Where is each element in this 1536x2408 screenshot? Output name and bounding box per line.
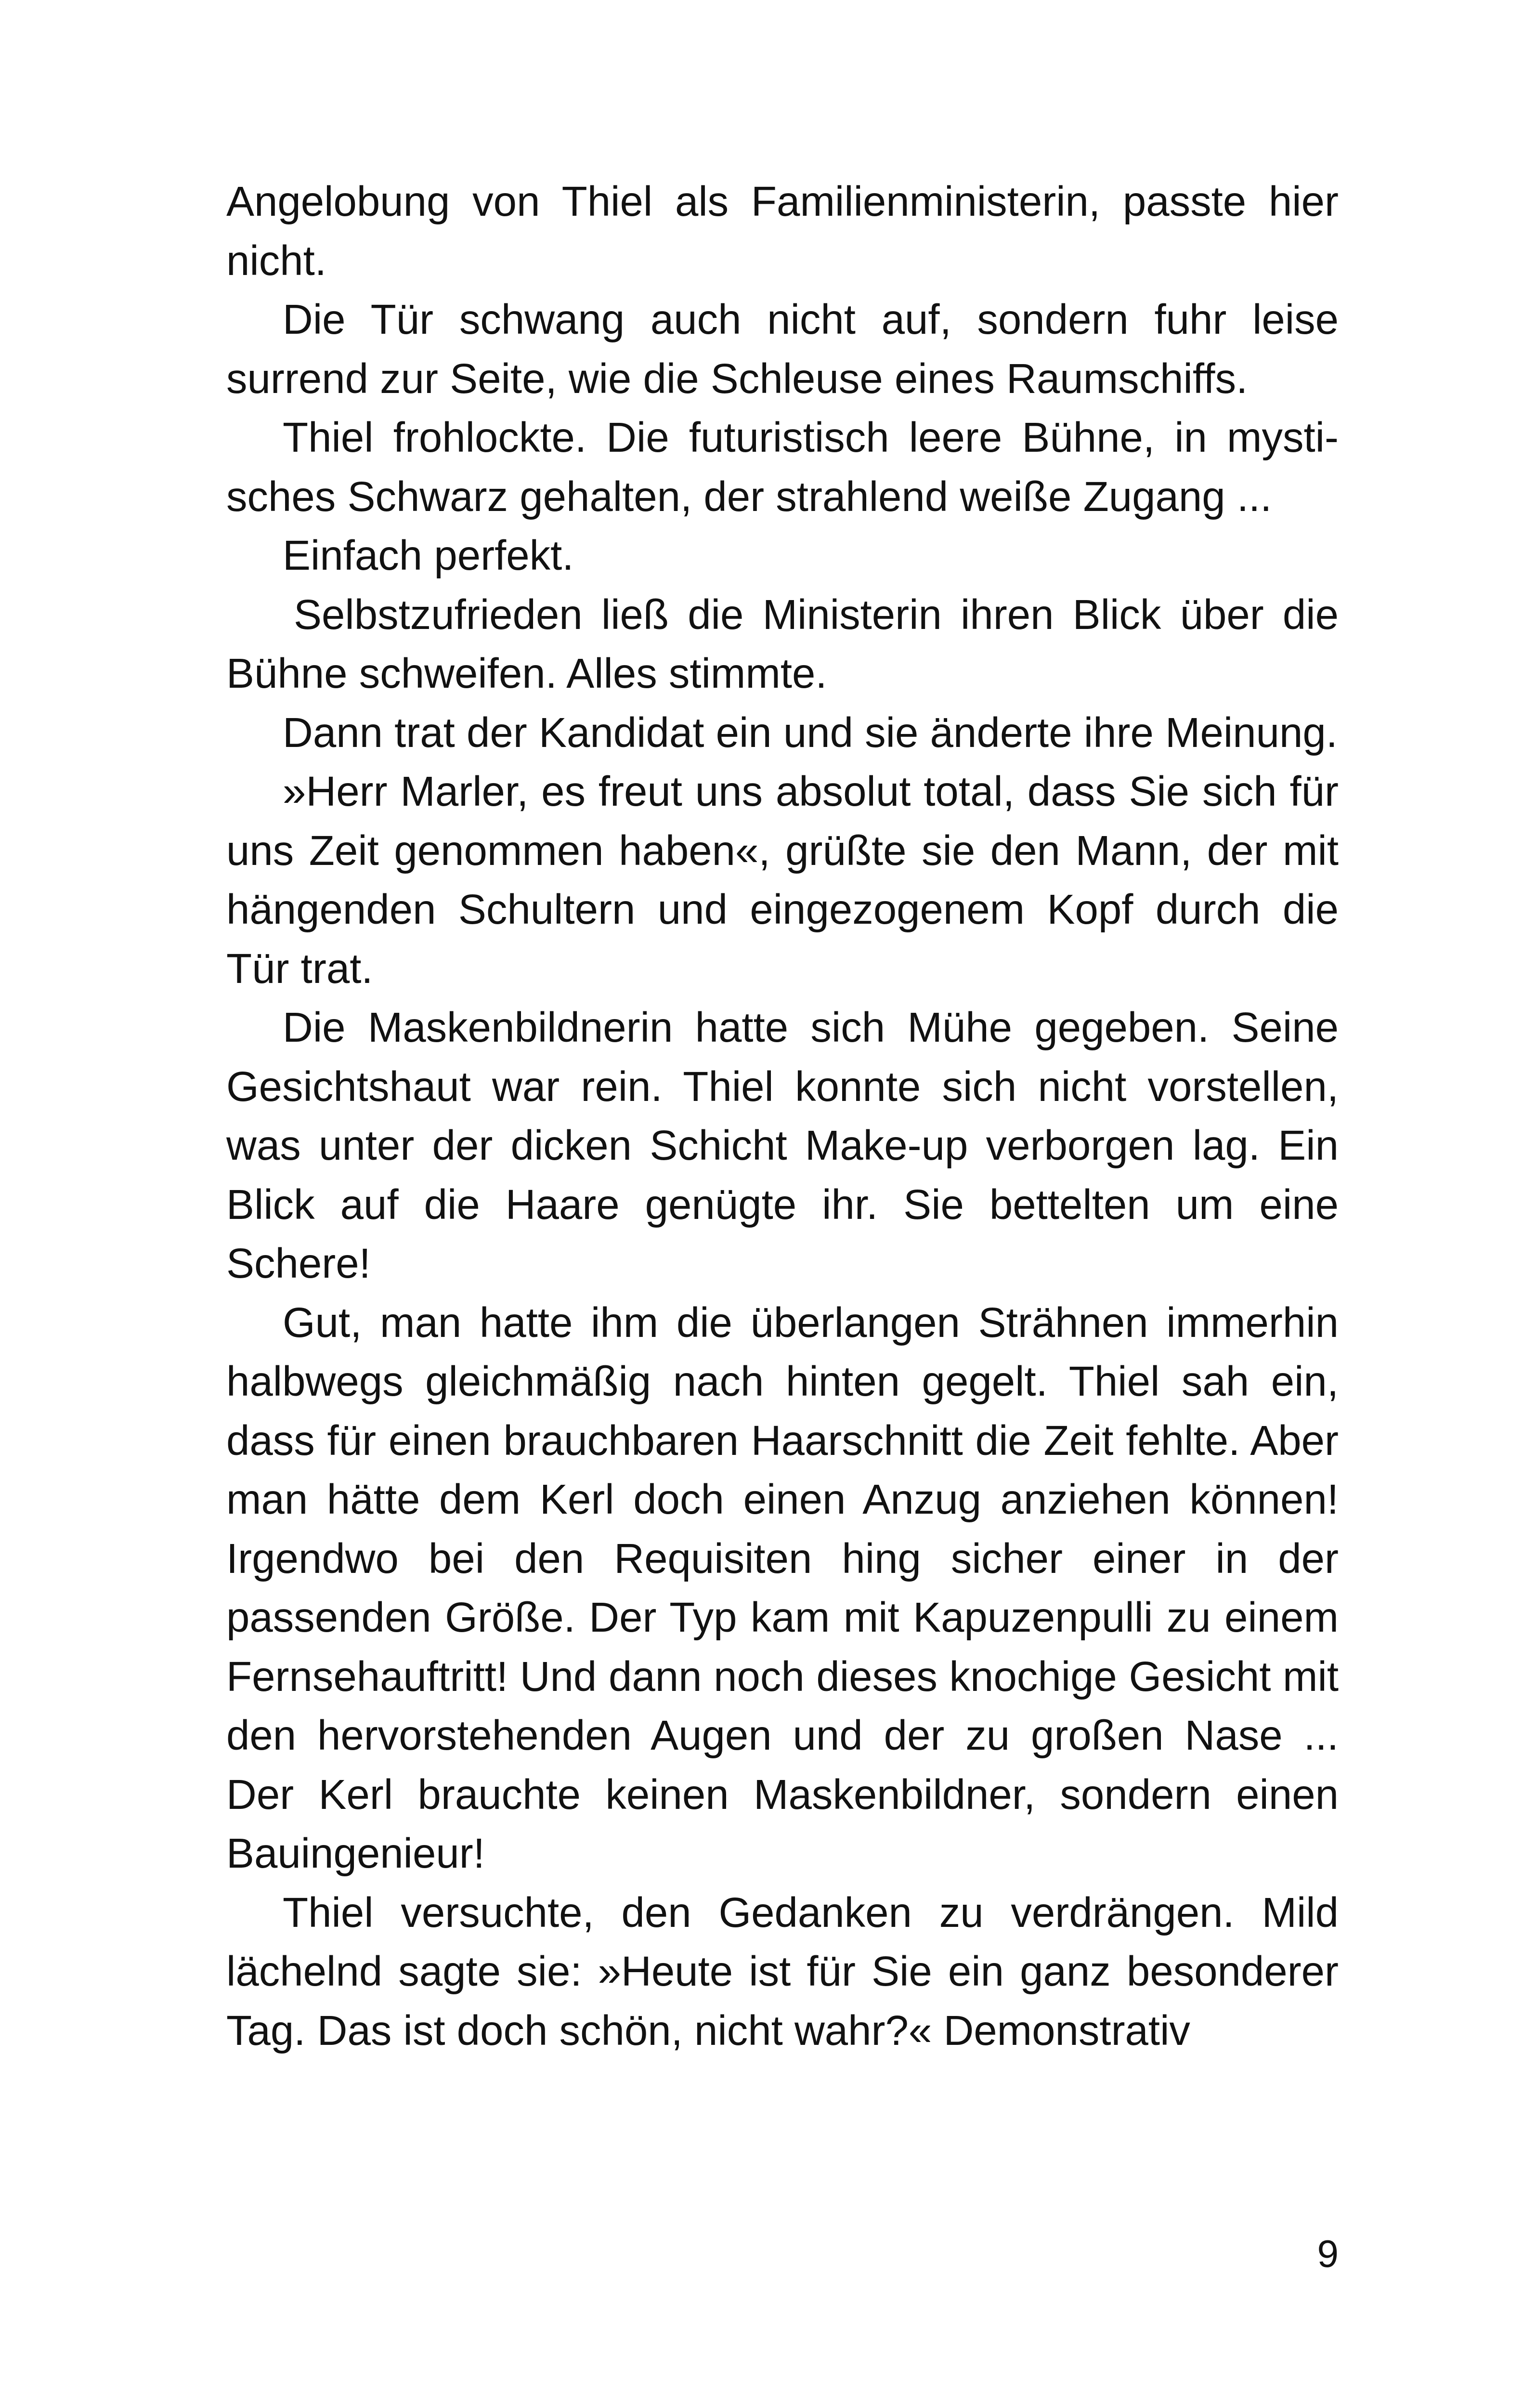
paragraph-continuation: Angelobung von Thiel als Familienministerin, passte hier nicht. [226,178,1339,284]
paragraph: Einfach perfekt. [283,532,574,579]
paragraph: Die Tür schwang auch nicht auf, sondern fuhr leise surrend zur Seite, wie die Schleuse eines Raumschiffs. [226,296,1339,402]
paragraph: Thiel frohlockte. Die futuristisch leere Bühne, in mystisches Schwarz gehalten, der strahlend weiße Zugang ... [226,414,1339,520]
paragraph: Selbstzufrieden ließ die Ministerin ihren Blick über die Bühne schweifen. Alles stimmte. [226,591,1339,697]
paragraph: Thiel versuchte, den Gedanken zu verdrängen. Mild lächelnd sagte sie: »Heute ist für Sie ein ganz besonderer Tag. Das ist doch schön, nicht wahr?« Demonstrativ [226,1889,1339,2054]
page-number: 9 [1317,2232,1339,2275]
body-text [226,172,1339,2060]
paragraph: Dann trat der Kandidat ein und sie änderte ihre Meinung. [283,709,1338,756]
paragraph: Die Maskenbildnerin hatte sich Mühe gegeben. Seine Gesichtshaut war rein. Thiel konnte sich nicht vorstellen, was unter der dicken Schicht Make-up verborgen lag. Ein Blick auf die Haare genügte ihr. Sie bettelten um eine Schere! [226,1004,1339,1287]
paragraph: »Herr Marler, es freut uns absolut total, dass Sie sich für uns Zeit genommen haben«, grüßte sie den Mann, der mit hängenden Schultern und eingezogenem Kopf durch die Tür trat. [226,768,1339,992]
paragraph: Gut, man hatte ihm die überlangen Strähnen immerhin halbwegs gleichmäßig nach hinten gegelt. Thiel sah ein, dass für einen brauchbaren Haarschnitt die Zeit fehlte. Aber man hätte dem Kerl doch einen Anzug anziehen können! Irgendwo bei den Requisiten hing sicher einer in der passenden Größe. Der Typ kam mit Kapuzenpulli zu einem Fernsehauftritt! Und dann noch dieses knochige Gesicht mit den hervorstehenden Augen und der zu großen Nase ... Der Kerl brauchte keinen Maskenbildner, sondern einen Bauingenieur! [226,1299,1339,1877]
